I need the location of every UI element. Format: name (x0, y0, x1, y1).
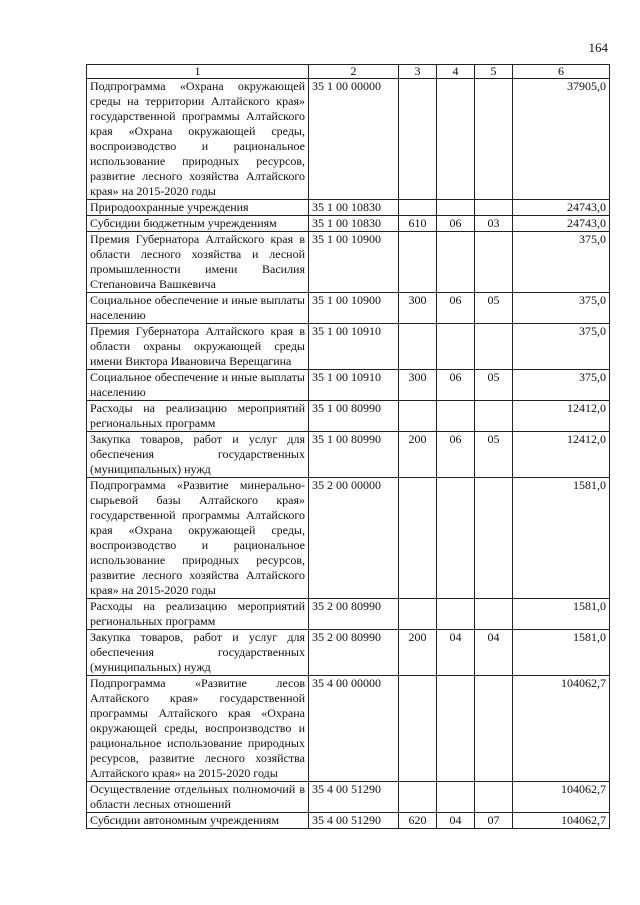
row-expense-type-cell: 620 (399, 813, 437, 829)
row-subsection-cell: 04 (475, 630, 513, 676)
page-number: 164 (588, 40, 608, 55)
row-section-cell (437, 599, 475, 630)
table-row (87, 200, 610, 216)
row-subsection-cell (475, 478, 513, 599)
budget-table (86, 64, 610, 829)
header-row (87, 65, 610, 79)
row-code-cell: 35 1 00 10900 (309, 232, 399, 293)
row-code-cell: 35 1 00 10900 (309, 293, 399, 324)
row-amount-cell: 1581,0 (513, 478, 610, 599)
row-section-cell: 06 (437, 216, 475, 232)
row-name-cell: Закупка товаров, работ и услуг для обеспечения государственных (муниципальных) нужд (87, 630, 309, 676)
row-subsection-cell: 05 (475, 370, 513, 401)
row-expense-type-cell (399, 324, 437, 370)
row-name-cell: Премия Губернатора Алтайского края в области лесного хозяйства и лесной промышленности имени Василия Степановича Вашкевича (87, 232, 309, 293)
row-subsection-cell: 05 (475, 293, 513, 324)
row-amount-cell: 1581,0 (513, 630, 610, 676)
row-section-cell (437, 478, 475, 599)
table-row (87, 324, 610, 370)
row-amount-cell: 375,0 (513, 293, 610, 324)
table-row (87, 478, 610, 599)
header-cell: 5 (475, 65, 513, 79)
row-subsection-cell (475, 782, 513, 813)
row-section-cell (437, 676, 475, 782)
row-expense-type-cell (399, 599, 437, 630)
row-name-cell: Расходы на реализацию мероприятий региональных программ (87, 599, 309, 630)
row-code-cell: 35 2 00 00000 (309, 478, 399, 599)
row-subsection-cell (475, 200, 513, 216)
table-row (87, 599, 610, 630)
row-name-cell: Премия Губернатора Алтайского края в области охраны окружающей среды имени Виктора Ивановича Верещагина (87, 324, 309, 370)
row-code-cell: 35 1 00 10830 (309, 216, 399, 232)
row-code-cell: 35 1 00 80990 (309, 432, 399, 478)
row-subsection-cell (475, 676, 513, 782)
row-code-cell: 35 1 00 80990 (309, 401, 399, 432)
row-expense-type-cell (399, 232, 437, 293)
row-section-cell (437, 401, 475, 432)
row-code-cell: 35 1 00 10830 (309, 200, 399, 216)
row-expense-type-cell (399, 782, 437, 813)
row-amount-cell: 104062,7 (513, 782, 610, 813)
row-expense-type-cell: 300 (399, 370, 437, 401)
row-subsection-cell: 05 (475, 432, 513, 478)
row-code-cell: 35 2 00 80990 (309, 630, 399, 676)
row-section-cell: 04 (437, 813, 475, 829)
row-section-cell (437, 232, 475, 293)
table-row (87, 216, 610, 232)
table-row (87, 401, 610, 432)
row-name-cell: Подпрограмма «Охрана окружающей среды на территории Алтайского края» государственной программы Алтайского края «Охрана окружающей среды, воспроизводство и рациональное использование природных ресурсов, развитие лесного хозяйства Алтайского края» на 2015-2020 годы (87, 79, 309, 200)
row-code-cell: 35 1 00 10910 (309, 324, 399, 370)
row-expense-type-cell (399, 676, 437, 782)
row-amount-cell: 375,0 (513, 232, 610, 293)
row-name-cell: Социальное обеспечение и иные выплаты населению (87, 293, 309, 324)
table-row (87, 432, 610, 478)
row-amount-cell: 24743,0 (513, 216, 610, 232)
row-subsection-cell (475, 79, 513, 200)
row-subsection-cell (475, 324, 513, 370)
row-code-cell: 35 1 00 00000 (309, 79, 399, 200)
row-expense-type-cell: 200 (399, 630, 437, 676)
row-expense-type-cell (399, 401, 437, 432)
row-section-cell: 06 (437, 370, 475, 401)
table-row (87, 232, 610, 293)
row-amount-cell: 104062,7 (513, 813, 610, 829)
row-subsection-cell (475, 232, 513, 293)
header-cell: 2 (309, 65, 399, 79)
row-amount-cell: 375,0 (513, 370, 610, 401)
row-expense-type-cell (399, 200, 437, 216)
row-section-cell: 06 (437, 432, 475, 478)
table-row (87, 370, 610, 401)
row-code-cell: 35 2 00 80990 (309, 599, 399, 630)
row-section-cell: 04 (437, 630, 475, 676)
row-expense-type-cell (399, 79, 437, 200)
table-row (87, 813, 610, 829)
table-row (87, 293, 610, 324)
row-expense-type-cell (399, 478, 437, 599)
row-amount-cell: 1581,0 (513, 599, 610, 630)
row-amount-cell: 104062,7 (513, 676, 610, 782)
row-section-cell: 06 (437, 293, 475, 324)
header-cell: 6 (513, 65, 610, 79)
row-name-cell: Субсидии бюджетным учреждениям (87, 216, 309, 232)
row-section-cell (437, 324, 475, 370)
row-expense-type-cell: 300 (399, 293, 437, 324)
header-cell: 4 (437, 65, 475, 79)
row-code-cell: 35 4 00 51290 (309, 813, 399, 829)
row-subsection-cell (475, 599, 513, 630)
row-amount-cell: 12412,0 (513, 401, 610, 432)
header-cell: 3 (399, 65, 437, 79)
row-code-cell: 35 4 00 00000 (309, 676, 399, 782)
row-name-cell: Расходы на реализацию мероприятий региональных программ (87, 401, 309, 432)
row-name-cell: Осуществление отдельных полномочий в области лесных отношений (87, 782, 309, 813)
row-name-cell: Подпрограмма «Развитие минерально-сырьевой базы Алтайского края» государственной программы Алтайского края «Охрана окружающей среды, воспроизводство и рациональное использование природных ресурсов, развитие лесного хозяйства Алтайского края» на 2015-2020 годы (87, 478, 309, 599)
row-amount-cell: 37905,0 (513, 79, 610, 200)
row-subsection-cell: 03 (475, 216, 513, 232)
table-row (87, 79, 610, 200)
row-expense-type-cell: 610 (399, 216, 437, 232)
row-name-cell: Социальное обеспечение и иные выплаты населению (87, 370, 309, 401)
row-amount-cell: 12412,0 (513, 432, 610, 478)
header-cell: 1 (87, 65, 309, 79)
table-row (87, 630, 610, 676)
row-name-cell: Закупка товаров, работ и услуг для обеспечения государственных (муниципальных) нужд (87, 432, 309, 478)
row-name-cell: Природоохранные учреждения (87, 200, 309, 216)
row-name-cell: Субсидии автономным учреждениям (87, 813, 309, 829)
row-subsection-cell: 07 (475, 813, 513, 829)
row-name-cell: Подпрограмма «Развитие лесов Алтайского края» государственной программы Алтайского края «Охрана окружающей среды, воспроизводство и рациональное использование природных ресурсов, развитие лесного хозяйства Алтайского края» на 2015-2020 годы (87, 676, 309, 782)
table-row (87, 676, 610, 782)
row-expense-type-cell: 200 (399, 432, 437, 478)
row-amount-cell: 375,0 (513, 324, 610, 370)
row-section-cell (437, 79, 475, 200)
row-subsection-cell (475, 401, 513, 432)
table-row (87, 782, 610, 813)
row-amount-cell: 24743,0 (513, 200, 610, 216)
row-section-cell (437, 200, 475, 216)
row-code-cell: 35 4 00 51290 (309, 782, 399, 813)
row-section-cell (437, 782, 475, 813)
row-code-cell: 35 1 00 10910 (309, 370, 399, 401)
